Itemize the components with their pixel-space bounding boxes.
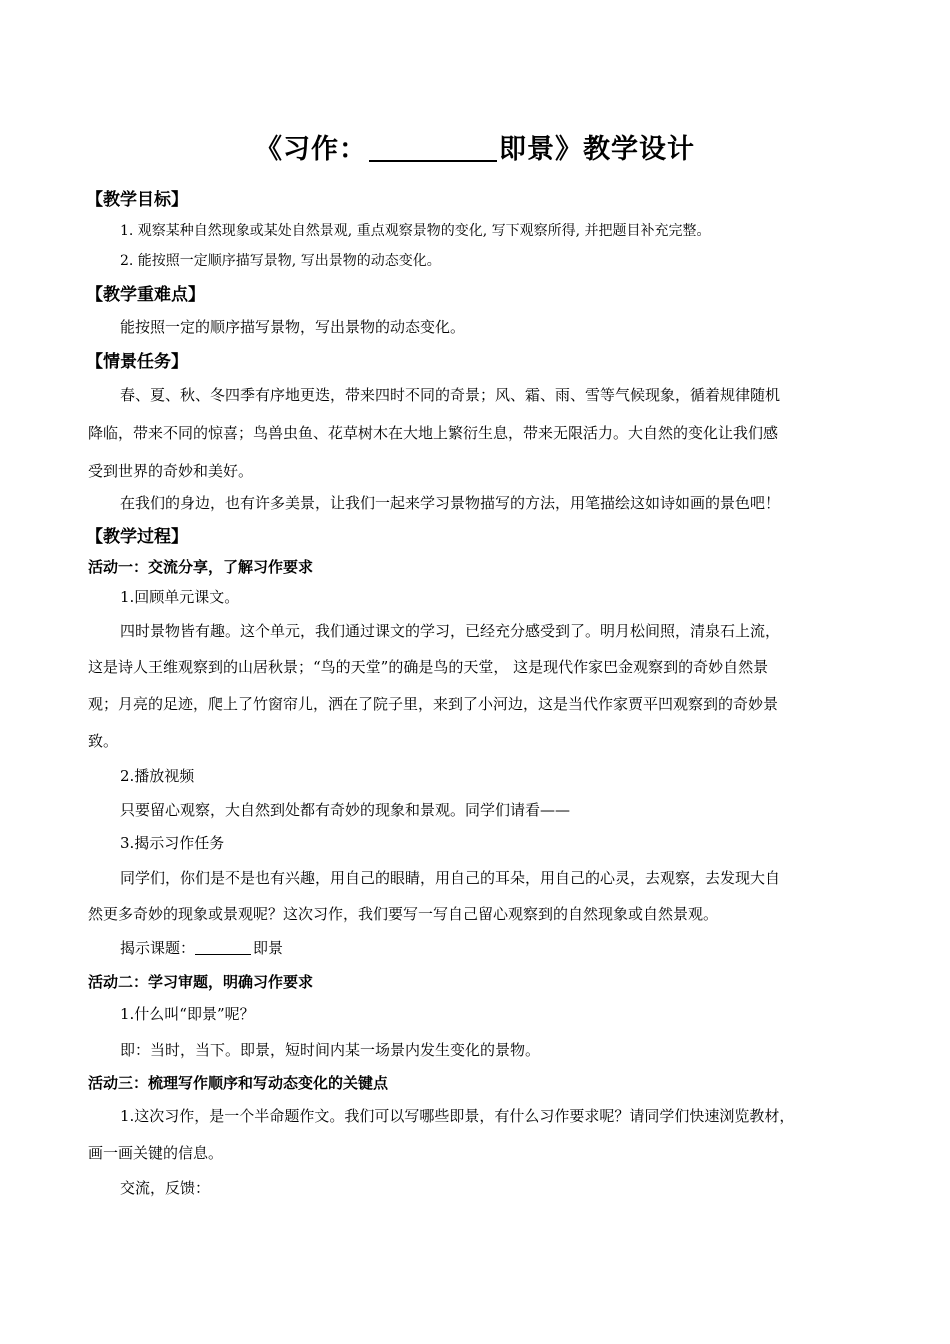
difficulty-text: 能按照一定的顺序描写景物，写出景物的动态变化。 xyxy=(120,318,466,336)
reveal-suffix: 即景 xyxy=(253,939,284,957)
title-blank xyxy=(369,132,497,162)
activity1-step2: 2.播放视频 xyxy=(120,767,195,785)
page-title xyxy=(0,130,950,170)
activity1-para1-line3: 观；月亮的足迹，爬上了竹窗帘儿，洒在了院子里，来到了小河边，这是当代作家贾平凹观察到的奇妙景 xyxy=(88,695,779,713)
activity3-title: 活动三：梳理写作顺序和写动态变化的关键点 xyxy=(88,1074,389,1092)
process-heading: 【教学过程】 xyxy=(86,527,188,547)
activity1-reveal xyxy=(120,937,283,959)
scenario-heading: 【情景任务】 xyxy=(86,352,188,372)
scenario-line-1: 春、夏、秋、冬四季有序地更迭，带来四时不同的奇景；风、霜、雨、雪等气候现象，循着规律随机 xyxy=(120,386,781,404)
activity1-para2: 只要留心观察，大自然到处都有奇妙的现象和景观。同学们请看—— xyxy=(120,801,571,819)
activity1-para1-line2: 这是诗人王维观察到的山居秋景；“鸟的天堂”的确是鸟的天堂， 这是现代作家巴金观察到的奇妙自然景 xyxy=(88,658,769,676)
activity2-para1: 即：当时，当下。即景，短时间内某一场景内发生变化的景物。 xyxy=(120,1041,541,1059)
activity2-step1: 1.什么叫“即景”呢？ xyxy=(120,1005,255,1023)
activity1-para3-line2: 然更多奇妙的现象或景观呢？这次习作，我们要写一写自己留心观察到的自然现象或自然景观。 xyxy=(88,905,719,923)
objectives-heading: 【教学目标】 xyxy=(86,190,188,210)
activity1-para1-line4: 致。 xyxy=(88,732,119,750)
scenario-line-2: 降临，带来不同的惊喜；鸟兽虫鱼、花草树木在大地上繁衍生息，带来无限活力。大自然的变化让我们感 xyxy=(88,424,779,442)
activity1-step1: 1.回顾单元课文。 xyxy=(120,588,240,606)
activity3-para2: 交流，反馈： xyxy=(120,1179,211,1197)
activity1-title: 活动一：交流分享，了解习作要求 xyxy=(88,558,314,576)
activity2-title: 活动二：学习审题，明确习作要求 xyxy=(88,973,314,991)
activity1-para3-line1: 同学们，你们是不是也有兴趣，用自己的眼睛，用自己的耳朵，用自己的心灵，去观察，去发现大自 xyxy=(120,869,781,887)
objective-item-2: 2. 能按照一定顺序描写景物, 写出景物的动态变化。 xyxy=(120,253,441,269)
activity3-para1-line2: 画一画关键的信息。 xyxy=(88,1144,224,1162)
scenario-line-4: 在我们的身边，也有许多美景，让我们一起来学习景物描写的方法，用笔描绘这如诗如画的景色吧！ xyxy=(120,494,781,512)
reveal-blank xyxy=(195,938,251,955)
objective-item-1: 1. 观察某种自然现象或某处自然景观, 重点观察景物的变化, 写下观察所得, 并把题目补充完整。 xyxy=(120,223,711,239)
reveal-prefix: 揭示课题： xyxy=(120,939,196,957)
title-prefix: 《习作： xyxy=(255,134,367,165)
title-suffix: 即景》教学设计 xyxy=(499,134,695,165)
scenario-line-3: 受到世界的奇妙和美好。 xyxy=(88,462,254,480)
activity3-para1-line1: 1.这次习作，是一个半命题作文。我们可以写哪些即景，有什么习作要求呢？请同学们快速浏览教材， xyxy=(120,1107,795,1125)
activity1-para1-line1: 四时景物皆有趣。这个单元，我们通过课文的学习，已经充分感受到了。明月松间照，清泉石上流， xyxy=(120,622,781,640)
activity1-step3: 3.揭示习作任务 xyxy=(120,834,225,852)
difficulty-heading: 【教学重难点】 xyxy=(86,285,205,305)
